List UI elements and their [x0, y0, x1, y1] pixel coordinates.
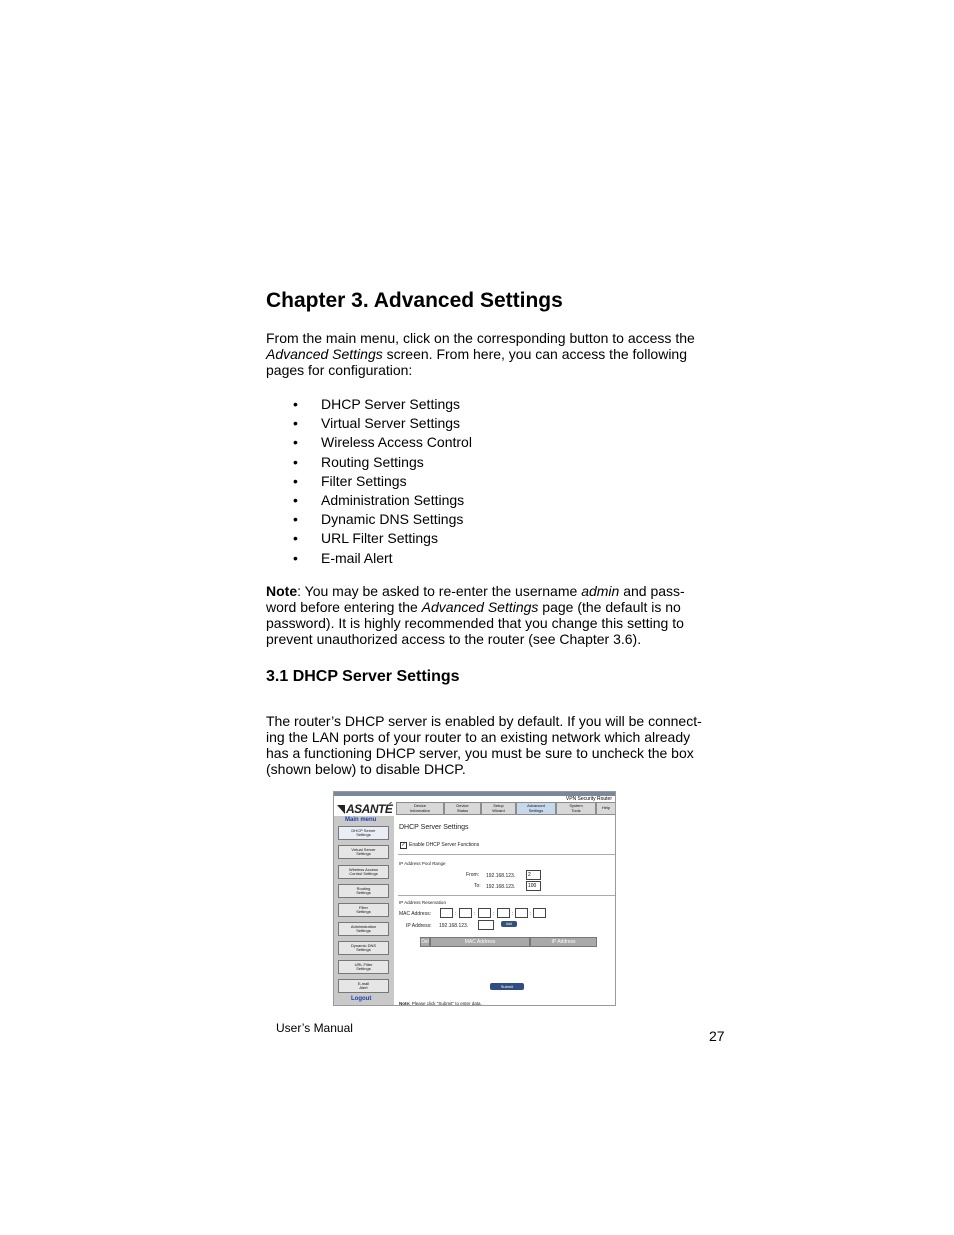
mac-octet-input[interactable]	[459, 908, 472, 918]
sidebar-item-email-alert[interactable]	[338, 979, 389, 993]
note-text-1-end: and pass-	[619, 583, 685, 599]
footer-manual-label: User’s Manual	[276, 1021, 353, 1035]
list-item	[293, 530, 472, 549]
mac-octet-input[interactable]	[533, 908, 546, 918]
list-item	[293, 511, 472, 530]
dhcp-line-4: (shown below) to disable DHCP.	[266, 761, 466, 777]
sidebar-item-label: Control Settings	[349, 871, 378, 876]
list-item-label: Dynamic DNS Settings	[321, 511, 464, 528]
to-prefix: 192.168.123.	[486, 884, 516, 890]
sidebar-item-administration[interactable]	[338, 922, 389, 936]
note-paragraph	[266, 583, 716, 647]
tab-label: Setup	[493, 803, 504, 808]
sidebar-item-label: Routing	[356, 885, 371, 891]
note-username: admin	[581, 583, 620, 599]
mac-separator: :	[455, 911, 457, 917]
pool-to-input[interactable]: 100	[526, 881, 541, 891]
intro-line-3: pages for configuration:	[266, 362, 413, 378]
tab-device-status[interactable]	[444, 802, 481, 815]
sidebar-item-label: Settings	[356, 909, 371, 914]
panel-note-label: Note:	[399, 1001, 411, 1006]
sidebar-item-label: Virtual Server	[351, 846, 376, 852]
tab-label: Status	[456, 807, 469, 813]
list-item-label: URL Filter Settings	[321, 530, 438, 547]
sidebar-item-label: DHCP Server	[351, 827, 376, 833]
sidebar-item-dynamic-dns[interactable]	[338, 941, 389, 955]
sidebar-item-label: E-mail	[357, 980, 370, 986]
section-title: 3.1 DHCP Server Settings	[266, 668, 460, 685]
dhcp-settings-panel	[396, 816, 616, 1006]
sidebar-item-label: Wireless Access	[348, 866, 379, 872]
panel-note	[399, 1001, 482, 1006]
product-name: VPN Security Router	[565, 796, 612, 802]
sidebar-item-label: Alert	[359, 985, 368, 990]
bullet-icon: •	[293, 549, 298, 566]
note-text-1: : You may be asked to re-enter the username	[297, 583, 582, 599]
panel-note-text: Please click "Submit" to enter data.	[410, 1001, 482, 1006]
tab-label: Advanced	[527, 803, 545, 808]
intro-italic: Advanced Settings	[266, 346, 383, 362]
sidebar-item-routing[interactable]	[338, 884, 389, 898]
sidebar-item-filter[interactable]	[338, 903, 389, 917]
tab-label: Wizard	[492, 807, 505, 813]
page-number: 27	[709, 1028, 725, 1044]
list-item	[293, 415, 472, 434]
list-item	[293, 550, 472, 569]
note-label: Note	[266, 583, 298, 599]
logo-mark-icon	[337, 805, 345, 814]
mac-separator: :	[474, 911, 476, 917]
tab-advanced-settings[interactable]	[516, 802, 556, 815]
list-item-label: Administration Settings	[321, 491, 465, 508]
reservation-ip-prefix: 192.168.123.	[439, 923, 469, 929]
sidebar-item-label: URL Filter	[354, 961, 373, 967]
settings-list	[293, 396, 472, 569]
sidebar-item-label: Settings	[356, 890, 371, 895]
chapter-title: Chapter 3. Advanced Settings	[266, 289, 563, 312]
list-item-label: Routing Settings	[321, 453, 424, 470]
top-nav-tabs	[396, 802, 616, 815]
sidebar-item-dhcp[interactable]	[338, 826, 389, 840]
logo-text: ASANTÉ	[346, 802, 393, 816]
to-label: To:	[474, 883, 481, 889]
logout-link[interactable]: Logout	[351, 996, 372, 1002]
sidebar-item-label: Settings	[356, 851, 371, 856]
sidebar-item-label: Settings	[356, 928, 371, 933]
column-header-ip: IP Address	[530, 937, 597, 947]
bullet-icon: •	[293, 396, 298, 412]
column-header-del: Del	[421, 939, 429, 945]
main-menu-label: Main menu	[345, 817, 377, 823]
mac-separator: :	[530, 911, 532, 917]
router-screenshot	[333, 791, 616, 1006]
dhcp-line-3: has a functioning DHCP server, you must be sure to uncheck the box	[266, 745, 694, 761]
list-item	[293, 492, 472, 511]
sidebar-item-wireless-access[interactable]	[338, 865, 389, 879]
bullet-icon: •	[293, 472, 298, 489]
tab-label: Help	[601, 805, 611, 811]
mac-address-label: MAC Address:	[399, 911, 431, 917]
column-header-mac: MAC Address	[430, 937, 530, 947]
bullet-icon: •	[293, 453, 298, 470]
mac-octet-input[interactable]	[497, 908, 510, 918]
tab-label: Device	[456, 803, 469, 808]
sidebar-item-url-filter[interactable]	[338, 960, 389, 974]
tab-device-information[interactable]	[396, 802, 444, 815]
reservation-title: IP Address Reservation	[399, 900, 446, 905]
divider	[398, 854, 615, 855]
mac-separator: :	[493, 911, 495, 917]
bullet-icon: •	[293, 491, 298, 508]
tab-label: Information	[409, 807, 430, 813]
tab-label: Tools	[571, 807, 581, 813]
reservation-ip-input[interactable]	[478, 920, 494, 930]
tab-label: Settings	[528, 807, 544, 813]
sidebar-item-virtual-server[interactable]	[338, 845, 389, 859]
enable-dhcp-label: Enable DHCP Server Functions	[409, 842, 480, 848]
sidebar-item-label: Filter	[359, 904, 368, 910]
list-item	[293, 396, 472, 415]
mac-octet-input[interactable]	[440, 908, 453, 918]
sidebar-item-label: Settings	[356, 947, 371, 952]
sidebar-item-label: Settings	[356, 832, 371, 837]
intro-line-2: screen. From here, you can access the following	[382, 346, 688, 362]
list-item	[293, 454, 472, 473]
dhcp-paragraph	[266, 713, 716, 777]
reservation-table-header	[420, 937, 597, 947]
list-item	[293, 434, 472, 453]
note-text-2: word before entering the	[266, 599, 422, 615]
sidebar-item-label: Settings	[356, 966, 371, 971]
sidebar	[334, 816, 394, 1006]
reservation-ip-label: IP Address:	[406, 923, 432, 929]
note-text-2-end: page (the default is no	[538, 599, 681, 615]
mac-separator: :	[512, 911, 514, 917]
intro-line-1: From the main menu, click on the corresponding button to access the	[266, 330, 695, 346]
enable-dhcp-checkbox[interactable]: ✓	[401, 842, 406, 848]
asante-logo	[337, 802, 392, 816]
tab-setup-wizard[interactable]	[481, 802, 516, 815]
add-button[interactable]: Add	[501, 921, 517, 927]
submit-button[interactable]: Submit	[490, 983, 524, 990]
tab-help[interactable]	[596, 802, 616, 815]
dhcp-line-1: The router’s DHCP server is enabled by default. If you will be connect-	[266, 713, 702, 729]
sidebar-item-label: Dynamic DNS	[350, 942, 377, 948]
tab-label: Device	[413, 803, 427, 808]
panel-title: DHCP Server Settings	[399, 824, 469, 831]
bullet-icon: •	[293, 434, 298, 451]
bullet-icon: •	[293, 530, 298, 547]
list-item-label: Filter Settings	[321, 472, 407, 489]
pool-range-title: IP Address Pool Range	[399, 861, 446, 866]
list-item-label: DHCP Server Settings	[321, 396, 461, 412]
pool-from-input[interactable]: 2	[526, 870, 541, 880]
note-text-3: password). It is highly recommended that you change this setting to	[266, 615, 684, 631]
divider	[398, 895, 615, 896]
tab-system-tools[interactable]	[556, 802, 596, 815]
from-prefix: 192.168.123.	[486, 873, 516, 879]
mac-octet-input[interactable]	[478, 908, 491, 918]
mac-octet-input[interactable]	[515, 908, 528, 918]
from-label: From:	[466, 872, 480, 878]
bullet-icon: •	[293, 511, 298, 528]
note-text-4: prevent unauthorized access to the router (see Chapter 3.6).	[266, 631, 642, 647]
dhcp-line-2: ing the LAN ports of your router to an existing network which already	[266, 729, 691, 745]
list-item-label: E-mail Alert	[321, 549, 393, 566]
note-italic: Advanced Settings	[421, 599, 539, 615]
list-item	[293, 473, 472, 492]
intro-paragraph	[266, 330, 716, 378]
tab-label: System	[569, 803, 583, 808]
bullet-icon: •	[293, 415, 298, 432]
list-item-label: Wireless Access Control	[321, 434, 472, 451]
list-item-label: Virtual Server Settings	[321, 415, 461, 432]
sidebar-item-label: Administration	[350, 923, 377, 929]
